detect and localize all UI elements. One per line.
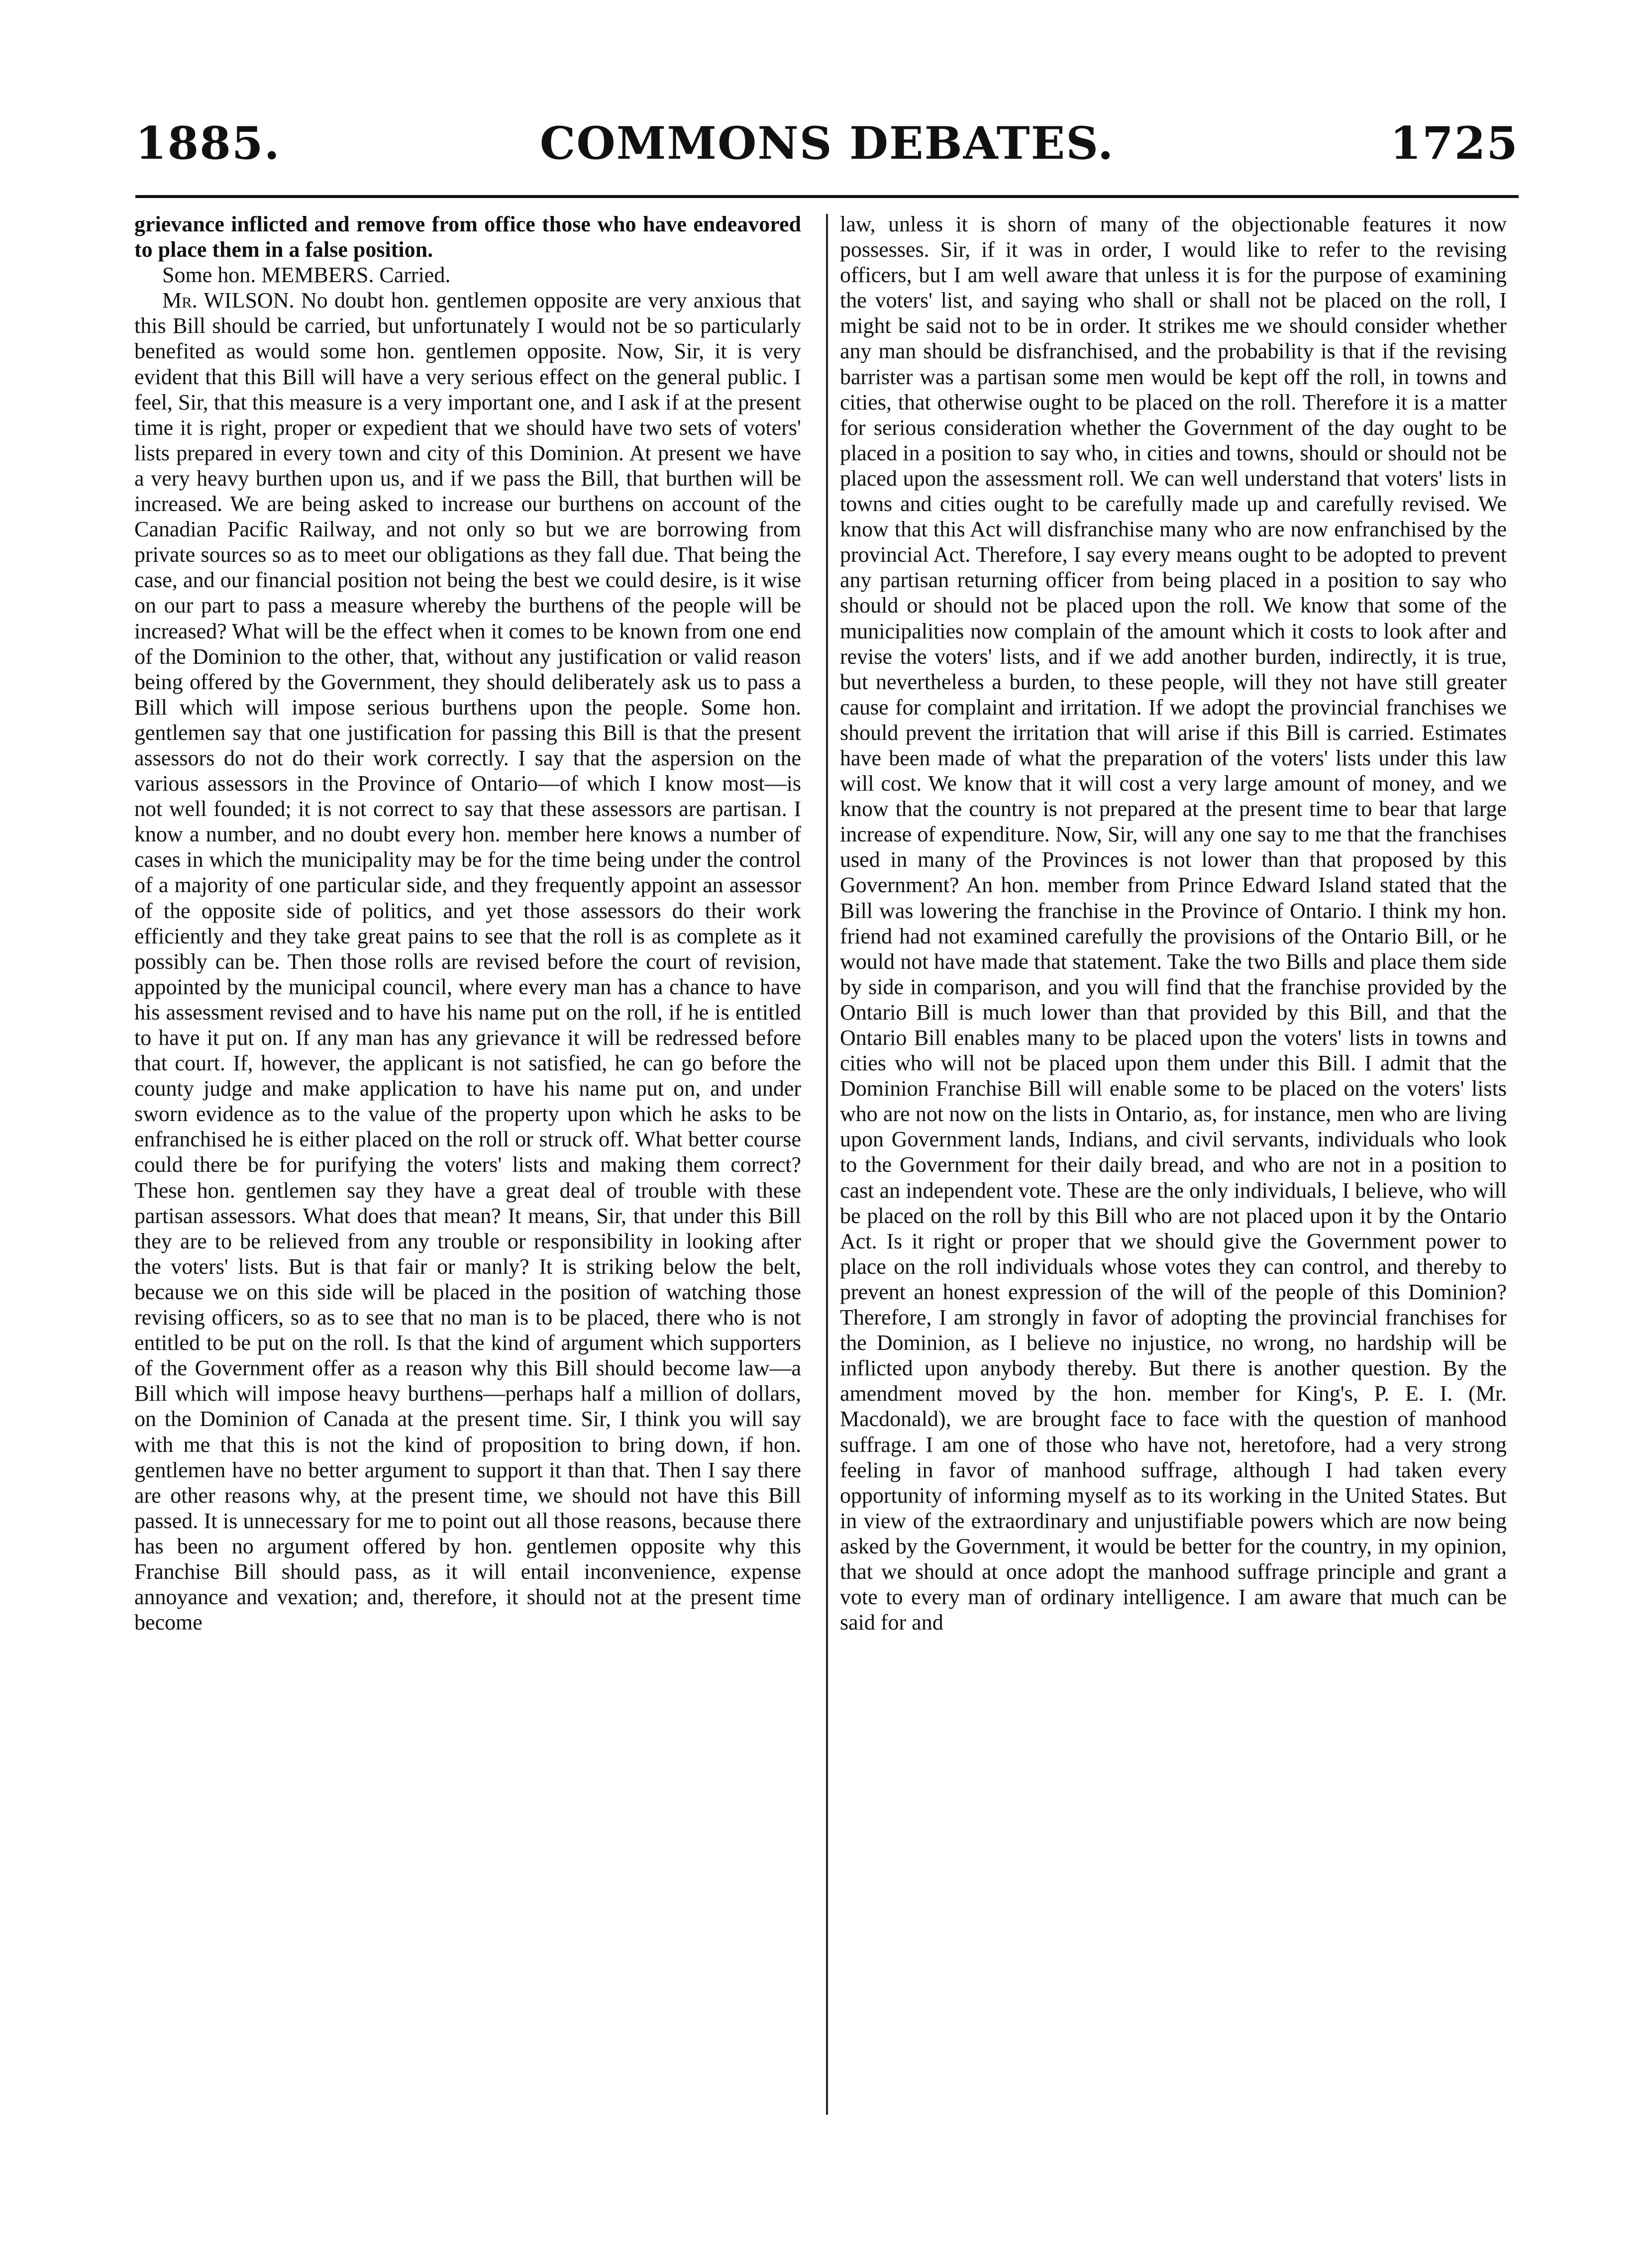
left-paragraph-3 <box>134 288 801 1635</box>
right-column <box>840 211 1507 2122</box>
header-year: 1885. <box>135 117 281 170</box>
header-title: COMMONS DEBATES. <box>539 117 1115 170</box>
left-paragraph-1: grievance inflicted and remove from office those who have endeavored to place them in a false position. <box>134 212 801 262</box>
header-rule <box>135 195 1519 198</box>
header-page-number: 1725 <box>1390 117 1519 170</box>
left-paragraph-2: Some hon. MEMBERS. Carried. <box>162 263 451 288</box>
page-header <box>135 113 1519 188</box>
speech-text: No doubt hon. gentlemen opposite are very anxious that this Bill should be carried, but unfortunately I would not be so particularly benefited as would some hon. gentlemen opposite. Now, Sir, it is very evident that this Bill will have a very serious effect on the general public. I feel, Sir, that this measure is a very important one, and I ask if at the present time it is right, proper or expedient that we should have two sets of voters' lists prepared in every town and city of this Dominion. At present we have a very heavy burthen upon us, and if we pass the Bill, that burthen will be increased. We are being asked to increase our burthens on account of the Canadian Pacific Railway, and not only so but we are borrowing from private sources so as to meet our obligations as they fall due. That being the case, and our financial position not being the best we could desire, is it wise on our part to pass a measure whereby the burthens of the people will be increased? What will be the effect when it comes to be known from one end of the Dominion to the other, that, without any justification or valid reason being offered by the Government, they should deliberately ask us to pass a Bill which will impose serious burthens upon the people. Some hon. gentlemen say that one justification for passing this Bill is that the present assessors do not do their work correctly. I say that the aspersion on the various assessors in the Province of Ontario—of which I know most—is not well founded; it is not correct to say that these assessors are partisan. I know a number, and no doubt every hon. member here knows a number of cases in which the municipality may be for the time being under the control of a majority of one particular side, and they frequently appoint an assessor of the opposite side of politics, and yet those assessors do their work efficiently and they take great pains to see that the roll is as complete as it possibly can be. Then those rolls are revised before the court of revision, appointed by the municipal council, where every man has a chance to have his assessment revised and to have his name put on the roll, if he is entitled to have it put on. If any man has any grievance it will be redressed before that court. If, however, the applicant is not satisfied, he can go before the county judge and make application to have his name put on, and under sworn evidence as to the value of the property upon which he asks to be enfranchised he is either placed on the roll or struck off. What better course could there be for purifying the voters' lists and making them correct? These hon. gentlemen say they have a great deal of trouble with these partisan assessors. What does that mean? It means, Sir, that under this Bill they are to be relieved from any trouble or responsibility in looking after the voters' lists. But is that fair or manly? It is striking below the belt, because we on this side will be placed in the position of watching those revising officers, so as to see that no man is to be placed, there who is not entitled to be put on the roll. Is that the kind of argument which supporters of the Government offer as a reason why this Bill should become law—a Bill which will impose heavy burthens—perhaps half a million of dollars, on the Dominion of Canada at the present time. Sir, I think you will say with me that this is not the kind of proposition to bring down, if hon. gentlemen have no better argument to support it than that. Then I say there are other reasons why, at the present time, we should not have this Bill passed. It is unnecessary for me to point out all those reasons, because there has been no argument offered by hon. gentlemen opposite why this Franchise Bill should pass, as it will entail inconvenience, expense annoyance and vexation; and, therefore, it should not at the present time become <box>134 288 801 1635</box>
left-column <box>134 211 801 2122</box>
right-paragraph-1: law, unless it is shorn of many of the objectionable features it now possesses. Sir, if it was in order, I would like to refer to the revising officers, but I am well aware that unless it is for the purpose of examining the voters' list, and saying who shall or shall not be placed on the roll, I might be said not to be in order. It strikes me we should consider whether any man should be disfranchised, and the probability is that if the revising barrister was a partisan some men would be kept off the roll, in towns and cities, that otherwise ought to be placed on the roll. Therefore it is a matter for serious consideration whether the Government of the day ought to be placed in a position to say who, in cities and towns, should or should not be placed upon the assessment roll. We can well understand that voters' lists in towns and cities ought to be carefully made up and carefully revised. We know that this Act will disfranchise many who are now enfranchised by the provincial Act. Therefore, I say every means ought to be adopted to prevent any partisan returning officer from being placed in a position to say who should or should not be placed upon the roll. We know that some of the municipalities now complain of the amount which it costs to look after and revise the voters' lists, and if we add another burden, indirectly, it is true, but nevertheless a burden, to these people, will they not have still greater cause for complaint and irritation. If we adopt the provincial franchises we should prevent the irritation that will arise if this Bill is carried. Estimates have been made of what the preparation of the voters' lists under this law will cost. We know that it will cost a very large amount of money, and we know that the country is not prepared at the present time to bear that large increase of expenditure. Now, Sir, will any one say to me that the franchises used in many of the Provinces is not lower than that proposed by this Government? An hon. member from Prince Edward Island stated that the Bill was lowering the franchise in the Province of Ontario. I think my hon. friend had not examined carefully the provisions of the Ontario Bill, or he would not have made that statement. Take the two Bills and place them side by side in comparison, and you will find that the franchise provided by the Ontario Bill is much lower than that provided by this Bill, and that the Ontario Bill enables many to be placed upon the voters' lists in towns and cities who will not be placed upon them under this Bill. I admit that the Dominion Franchise Bill will enable some to be placed on the voters' lists who are not now on the lists in Ontario, as, for instance, men who are living upon Government lands, Indians, and civil servants, individuals who look to the Government for their daily bread, and who are not in a position to cast an independent vote. These are the only individuals, I believe, who will be placed on the roll by this Bill who are not placed upon it by the Ontario Act. Is it right or proper that we should give the Government power to place on the roll individuals whose votes they can control, and thereby to prevent an honest expression of the will of the people of this Dominion? Therefore, I am strongly in favor of adopting the provincial franchises for the Dominion, as I believe no injustice, no wrong, no hardship will be inflicted upon anybody thereby. But there is another question. By the amendment moved by the hon. member for King's, P. E. I. (Mr. Macdonald), we are brought face to face with the question of manhood suffrage. I am one of those who have not, heretofore, had a very strong feeling in favor of manhood suffrage, although I had taken every opportunity of informing myself as to its working in the United States. But in view of the extraordinary and unjustifiable powers which are now being asked by the Government, it would be better for the country, in my opinion, that we should at once adopt the manhood suffrage principle and grant a vote to every man of ordinary intelligence. I am aware that much can be said for and <box>840 212 1507 1635</box>
column-divider <box>826 214 828 2115</box>
speaker-name: Mr. WILSON. <box>162 288 295 313</box>
